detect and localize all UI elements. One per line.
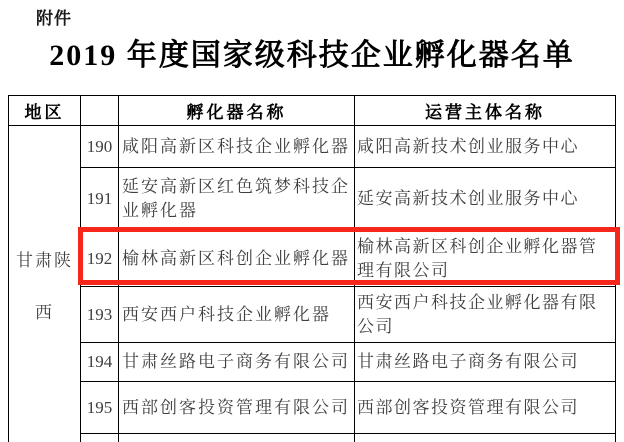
incubator-name: 甘肃丝路电子商务有限公司 <box>119 343 355 382</box>
incubator-name: 榆林高新区科创企业孵化器 <box>119 231 355 287</box>
region-column-header: 地区 <box>9 96 81 126</box>
partial-row-cell <box>355 434 616 442</box>
partial-row <box>9 434 616 442</box>
table-row <box>9 231 616 287</box>
row-number: 191 <box>81 168 119 231</box>
incubator-column-header: 孵化器名称 <box>119 96 355 126</box>
row-number: 193 <box>81 287 119 343</box>
operator-name: 延安高新技术创业服务中心 <box>355 168 616 231</box>
operator-name: 西安西户科技企业孵化器有限公司 <box>355 287 616 343</box>
region-cell: 甘肃陕西 <box>9 126 81 442</box>
operator-name: 榆林高新区科创企业孵化器管理有限公司 <box>355 231 616 287</box>
incubator-name: 西部创客投资管理有限公司 <box>119 382 355 434</box>
partial-row-cell <box>119 434 355 442</box>
page-title: 2019 年度国家级科技企业孵化器名单 <box>49 39 575 72</box>
operator-name: 西部创客投资管理有限公司 <box>355 382 616 434</box>
incubator-name: 咸阳高新区科技企业孵化器 <box>119 126 355 168</box>
row-number: 190 <box>81 126 119 168</box>
table-row <box>9 287 616 343</box>
row-number: 195 <box>81 382 119 434</box>
operator-name: 甘肃丝路电子商务有限公司 <box>355 343 616 382</box>
table-container <box>8 95 617 442</box>
table-row <box>9 343 616 382</box>
operator-name: 咸阳高新技术创业服务中心 <box>355 126 616 168</box>
table-row <box>9 126 616 168</box>
row-number: 192 <box>81 231 119 287</box>
table-row <box>9 168 616 231</box>
row-number: 194 <box>81 343 119 382</box>
incubator-table <box>8 95 616 442</box>
number-column-header <box>81 96 119 126</box>
attachment-label: 附件 <box>36 9 72 28</box>
table-row <box>9 382 616 434</box>
incubator-name: 西安西户科技企业孵化器 <box>119 287 355 343</box>
operator-column-header: 运营主体名称 <box>355 96 616 126</box>
incubator-name: 延安高新区红色筑梦科技企业孵化器 <box>119 168 355 231</box>
partial-row-cell <box>81 434 119 442</box>
table-header-row <box>9 96 616 126</box>
